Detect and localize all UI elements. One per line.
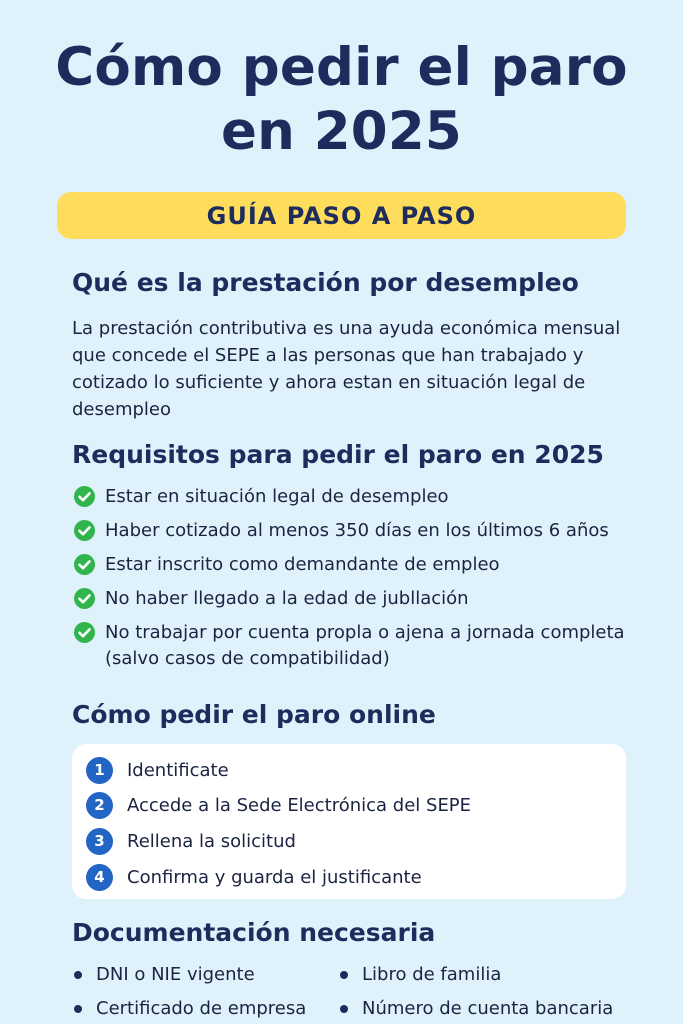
page-title-line-2: en 2025 [220,101,463,162]
requirement-text: Estar en situación legal de desempleo [105,486,449,507]
document-text: Certificado de empresa [96,998,307,1019]
steps-card [72,744,626,899]
document-text: Número de cuenta bancaria [362,998,614,1019]
step-item [86,756,229,784]
requirements-list [72,484,662,680]
document-item [72,964,362,986]
step-label: Confirma y guarda el justificante [127,866,422,888]
step-label: Accede a la Sede Electrónica del SEPE [127,794,472,816]
requirement-item [72,552,662,578]
bullet-dot-icon [340,971,348,979]
step-item [86,827,296,855]
page-title [30,36,653,164]
requirement-item [72,620,662,672]
requirement-item [72,518,662,544]
documents-list-right [338,964,628,1024]
check-circle-icon [74,520,95,541]
requirement-text: No trabajar por cuenta propla o ajena a jornada completa (salvo casos de compatibilidad) [105,622,625,669]
requirement-text: Haber cotizado al menos 350 días en los últimos 6 años [105,520,609,541]
requirement-text: No haber llegado a la edad de jubllación [105,588,469,609]
number-circle-icon: 4 [86,864,113,891]
section-heading-docs: Documentación necesaria [72,918,436,947]
step-item [86,863,422,891]
bullet-dot-icon [340,1005,348,1013]
requirement-text: Estar inscrito como demandante de empleo [105,554,500,575]
guide-badge: GUÍA PASO A PASO [57,192,626,239]
step-label: Rellena la solicitud [127,830,296,852]
step-item [86,791,471,819]
check-circle-icon [74,486,95,507]
section-body-what: La prestación contributiva es una ayuda económica mensual que concede el SEPE a las personas que han trabajado y cotizado lo suficiente y ahora estan en situación legal de desempleo [72,318,621,420]
check-circle-icon [74,554,95,575]
step-label: Identificate [127,759,229,781]
requirement-item [72,586,662,612]
document-text: DNI o NIE vigente [96,964,255,985]
section-heading-requirements: Requisitos para pedir el paro en 2025 [72,440,604,469]
check-circle-icon [74,588,95,609]
page-title-line-1: Cómo pedir el paro [55,37,628,98]
requirement-item [72,484,662,510]
document-item [72,998,362,1020]
number-circle-icon: 1 [86,757,113,784]
bullet-dot-icon [74,1005,82,1013]
document-item [338,964,628,986]
check-circle-icon [74,622,95,643]
bullet-dot-icon [74,971,82,979]
number-circle-icon: 2 [86,792,113,819]
document-item [338,998,628,1020]
section-heading-online: Cómo pedir el paro online [72,700,436,729]
section-heading-what: Qué es la prestación por desempleo [72,268,579,297]
documents-list-left [72,964,362,1024]
number-circle-icon: 3 [86,828,113,855]
document-text: Libro de familia [362,964,502,985]
